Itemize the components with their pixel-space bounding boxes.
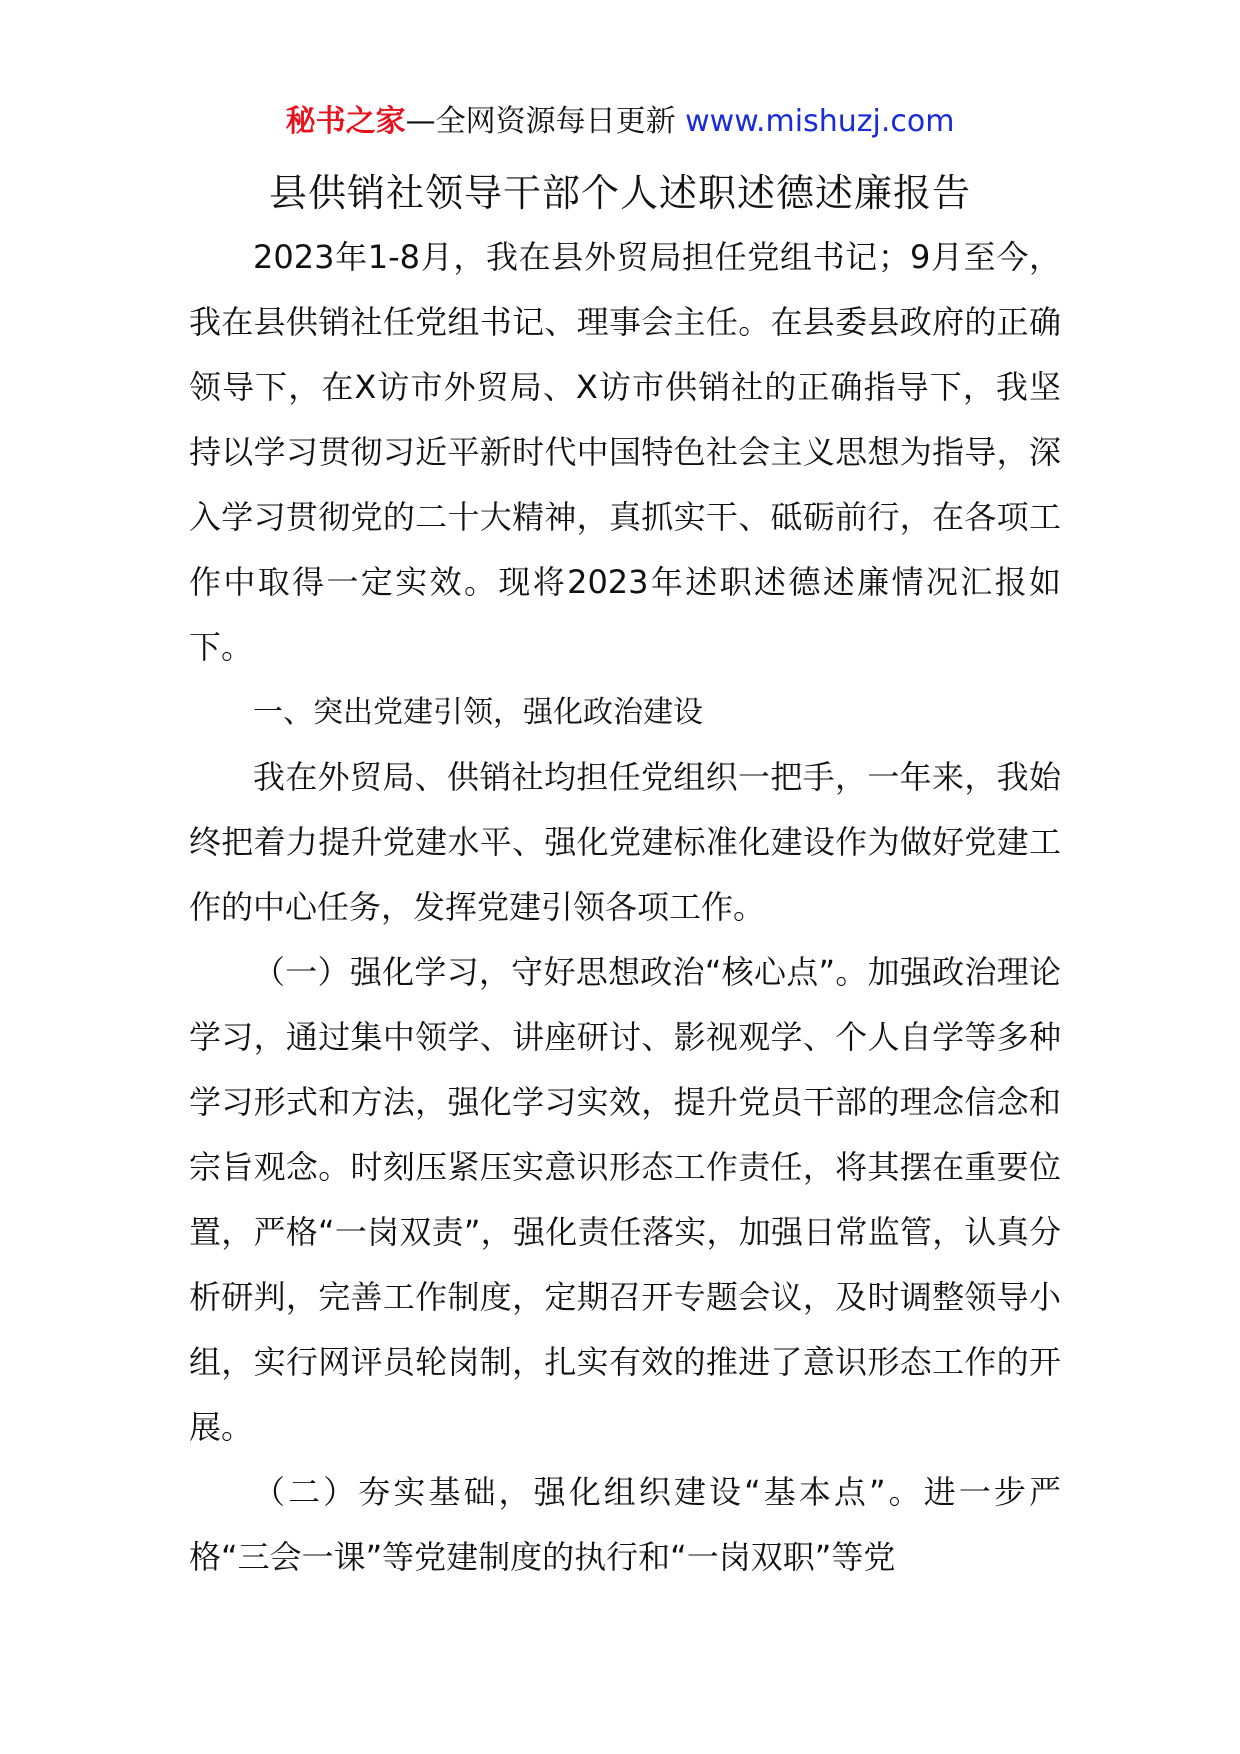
site-url-link[interactable]: www.mishuzj.com bbox=[685, 104, 955, 139]
header-tagline: —全网资源每日更新 bbox=[405, 104, 676, 139]
brand-name: 秘书之家 bbox=[285, 104, 406, 139]
paragraph-section-1: 我在外贸局、供销社均担任党组织一把手，一年来，我始终把着力提升党建水平、强化党建标准化建设作为做好党建工作的中心任务，发挥党建引领各项工作。 bbox=[189, 758, 1061, 926]
document-title: 县供销社领导干部个人述职述德述廉报告 bbox=[268, 171, 971, 215]
section-heading-1: 一、突出党建引领，强化政治建设 bbox=[253, 695, 703, 730]
document-body bbox=[189, 225, 1061, 1590]
paragraph-subsection-1: （一）强化学习，守好思想政治“核心点”。加强政治理论学习，通过集中领学、讲座研讨、影视观学、个人自学等多种学习形式和方法，强化学习实效，提升党员干部的理念信念和宗旨观念。时刻压紧压实意识形态工作责任，将其摆在重要位置，严格“一岗双责”，强化责任落实，加强日常监管，认真分析研判，完善工作制度，定期召开专题会议，及时调整领导小组，实行网评员轮岗制，扎实有效的推进了意识形态工作的开展。 bbox=[189, 953, 1061, 1446]
site-header bbox=[0, 100, 1240, 144]
paragraph-subsection-2: （二）夯实基础，强化组织建设“基本点”。进一步严格“三会一课”等党建制度的执行和“一岗双职”等党 bbox=[189, 1473, 1061, 1576]
paragraph-intro: 2023年1-8月，我在县外贸局担任党组书记；9月至今，我在县供销社任党组书记、理事会主任。在县委县政府的正确领导下，在X访市外贸局、X访市供销社的正确指导下，我坚持以学习贯彻习近平新时代中国特色社会主义思想为指导，深入学习贯彻党的二十大精神，真抓实干、砥砺前行，在各项工作中取得一定实效。现将2023年述职述德述廉情况汇报如下。 bbox=[189, 238, 1061, 666]
